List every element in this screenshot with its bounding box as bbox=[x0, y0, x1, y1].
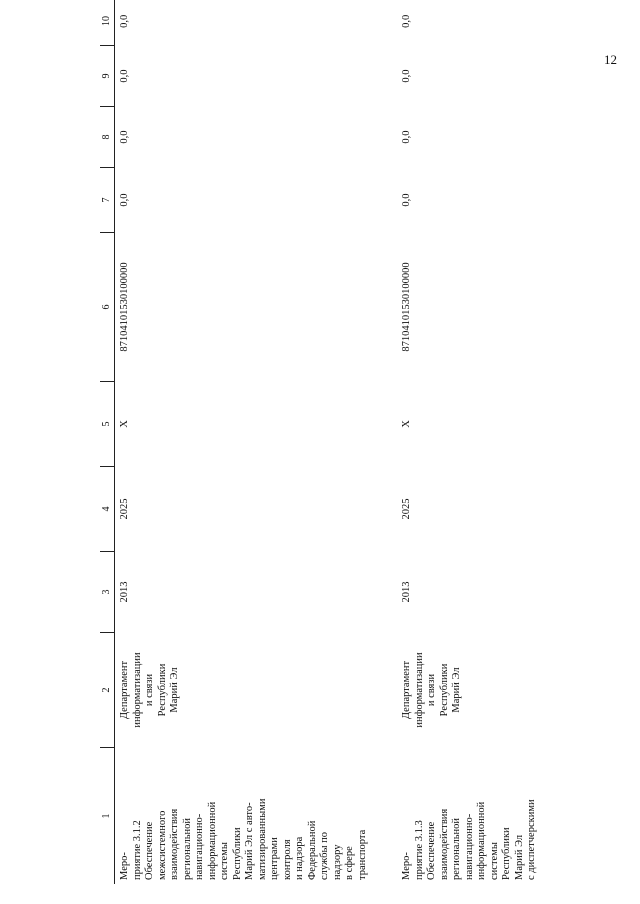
value-cell-9: 0,0 bbox=[401, 69, 412, 83]
executor-line: и связи bbox=[426, 673, 437, 707]
column-header-9: 9 bbox=[100, 46, 115, 107]
end-year-cell: 2025 bbox=[119, 498, 130, 520]
event-name-line: Меро- bbox=[119, 852, 130, 880]
event-name-line: приятие 3.1.3 bbox=[413, 820, 425, 880]
executor-line: информатизации bbox=[413, 652, 425, 728]
code-cell: 87104101530100000 bbox=[401, 262, 412, 352]
event-name-line: центрами bbox=[269, 837, 280, 880]
table-row bbox=[117, 0, 399, 884]
column-header-10: 10 bbox=[100, 0, 115, 46]
event-name-line: системы bbox=[488, 842, 500, 880]
event-name-line: Марий Эл bbox=[513, 834, 525, 880]
executor-cell bbox=[399, 633, 541, 748]
event-name-line: приятие 3.1.2 bbox=[131, 820, 143, 880]
value-cell-8: 0,0 bbox=[119, 130, 130, 144]
col5-cell: Х bbox=[401, 420, 412, 428]
event-name-line: транспорта bbox=[356, 829, 368, 880]
value-cell-10: 0,0 bbox=[119, 14, 130, 28]
event-name-line: Федеральной bbox=[306, 820, 318, 880]
column-number-row bbox=[100, 0, 115, 884]
event-name-line: информационной bbox=[206, 801, 218, 880]
event-name-line: Республики bbox=[501, 827, 512, 880]
executor-line: Республики bbox=[438, 663, 450, 717]
executor-line: Марий Эл bbox=[169, 667, 180, 713]
value-cell-7: 0,0 bbox=[119, 193, 130, 207]
event-name-line: Республики bbox=[231, 827, 243, 880]
event-name-line: службы по bbox=[319, 831, 330, 880]
event-name-line: региональной bbox=[181, 818, 193, 880]
column-header-2: 2 bbox=[100, 633, 115, 748]
value-cell-8: 0,0 bbox=[401, 130, 412, 144]
event-name-line: Меро- bbox=[401, 852, 412, 880]
column-header-6: 6 bbox=[100, 233, 115, 382]
start-year-cell: 2013 bbox=[119, 581, 130, 603]
event-name-line: взаимодействия bbox=[169, 808, 180, 880]
column-header-3: 3 bbox=[100, 552, 115, 633]
col5-cell: Х bbox=[119, 420, 130, 428]
value-cell-7: 0,0 bbox=[401, 193, 412, 207]
executor-line: Марий Эл bbox=[451, 667, 462, 713]
event-name-line: взаимодействия bbox=[438, 808, 450, 880]
program-table bbox=[100, 0, 541, 884]
event-name-line: матизированными bbox=[256, 798, 268, 880]
rotated-table-container bbox=[100, 14, 620, 884]
event-name-line: межсистемного bbox=[156, 810, 168, 880]
event-name-line: в сфере bbox=[344, 846, 355, 880]
event-name-line: Марий Эл с авто- bbox=[244, 802, 255, 880]
column-header-8: 8 bbox=[100, 107, 115, 168]
column-header-1: 1 bbox=[100, 748, 115, 885]
event-name-line: региональной bbox=[451, 818, 462, 880]
executor-line: Департамент bbox=[401, 660, 412, 720]
event-name-line: контроля bbox=[281, 839, 293, 880]
event-name-line: и надзора bbox=[294, 836, 305, 880]
event-name-line: надзору bbox=[331, 844, 343, 880]
event-name-line: системы bbox=[219, 842, 230, 880]
event-name-line: Обеспечение bbox=[426, 821, 437, 880]
column-header-4: 4 bbox=[100, 467, 115, 552]
executor-cell bbox=[117, 633, 399, 748]
executor-line: информатизации bbox=[131, 652, 143, 728]
event-name-line: навигационно- bbox=[194, 813, 205, 880]
page-number: 12 bbox=[604, 52, 617, 67]
executor-line: Республики bbox=[156, 663, 168, 717]
table-row bbox=[399, 0, 541, 884]
event-name-cell bbox=[399, 748, 541, 885]
event-name-line: навигационно- bbox=[463, 813, 475, 880]
event-name-cell bbox=[117, 748, 399, 885]
executor-line: и связи bbox=[144, 673, 155, 707]
column-header-5: 5 bbox=[100, 382, 115, 467]
event-name-line: с диспетчерскими bbox=[526, 799, 537, 880]
value-cell-10: 0,0 bbox=[401, 14, 412, 28]
event-name-line: информационной bbox=[476, 801, 487, 880]
start-year-cell: 2013 bbox=[401, 581, 412, 603]
column-header-7: 7 bbox=[100, 168, 115, 233]
executor-line: Департамент bbox=[119, 660, 130, 720]
event-name-line: Обеспечение bbox=[144, 821, 155, 880]
value-cell-9: 0,0 bbox=[119, 69, 130, 83]
end-year-cell: 2025 bbox=[401, 498, 412, 520]
code-cell: 87104101530100000 bbox=[119, 262, 130, 352]
